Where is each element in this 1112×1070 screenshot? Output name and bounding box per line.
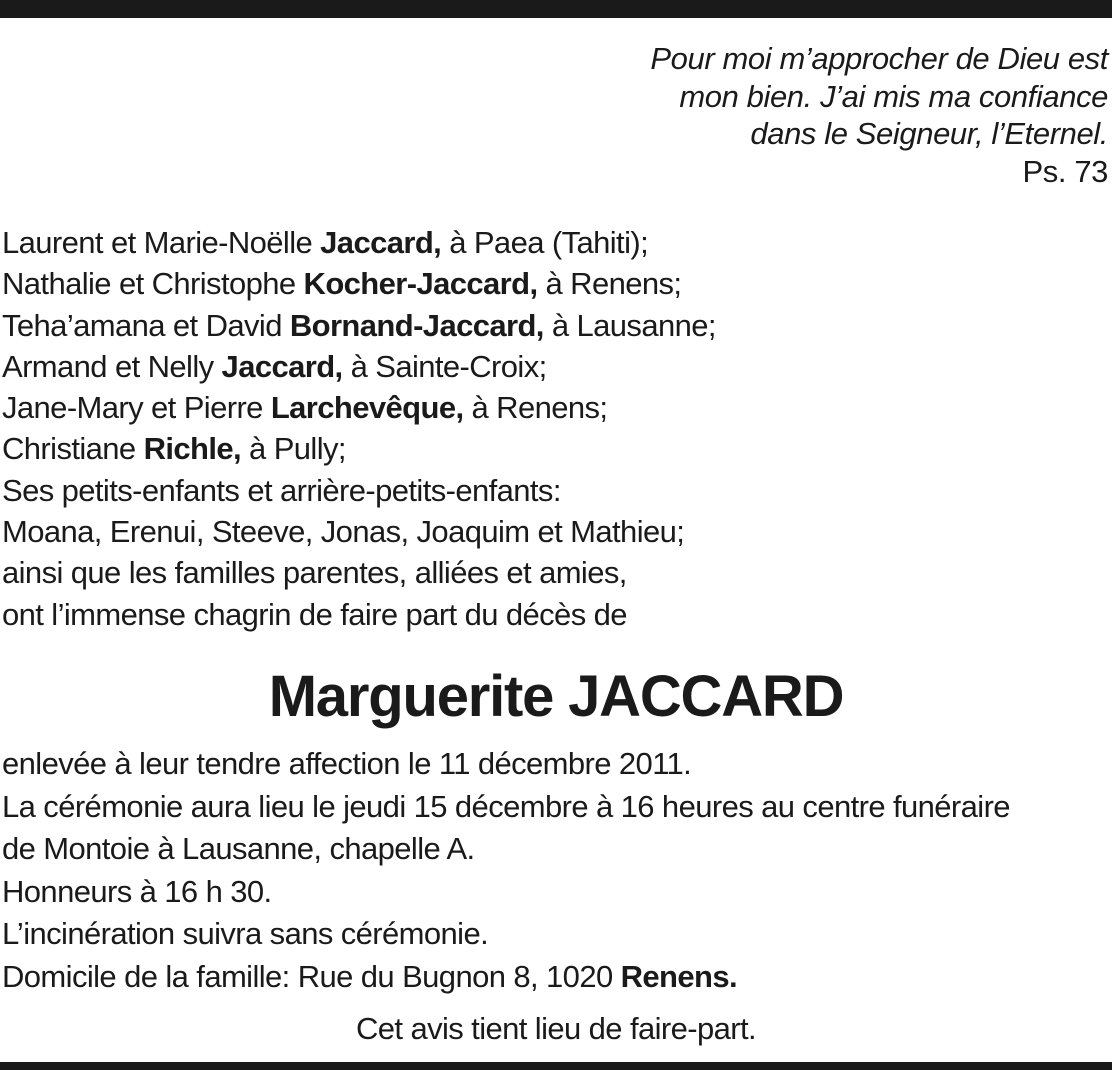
family-location: à Paea (Tahiti);	[441, 225, 649, 260]
family-surname: Kocher-Jaccard,	[303, 266, 538, 302]
family-location: à Pully;	[241, 431, 346, 467]
family-line	[2, 305, 1107, 346]
details-line-1: enlevée à leur tendre affection le 11 décembre 2011.	[2, 746, 692, 781]
notice-text: Cet avis tient lieu de faire-part.	[355, 1011, 757, 1046]
family-location: à Renens;	[537, 266, 682, 302]
bible-verse	[408, 40, 1108, 190]
details-line-3: de Montoie à Lausanne, chapelle A.	[2, 831, 475, 866]
family-line-text: Ses petits-enfants et arrière-petits-enfants:	[2, 472, 561, 508]
top-rule	[0, 0, 1112, 18]
family-address: Domicile de la famille: Rue du Bugnon 8, 1020	[2, 958, 621, 994]
family-surname: Jaccard,	[320, 225, 442, 260]
family-line-text: ont l’immense chagrin de faire part du décès de	[2, 596, 627, 632]
family-location: à Renens;	[463, 390, 608, 426]
family-line	[2, 428, 1107, 469]
family-line	[2, 346, 1107, 387]
family-line-text: Christiane	[2, 431, 144, 467]
family-surname: Bornand-Jaccard,	[289, 307, 544, 343]
family-line	[2, 470, 1107, 511]
verse-reference: Ps. 73	[1022, 153, 1108, 189]
family-line	[2, 387, 1107, 428]
verse-line-1: Pour moi m’approcher de Dieu est	[650, 41, 1108, 76]
family-location: à Sainte-Croix;	[342, 348, 547, 384]
details-line-5: L’incinération suivra sans cérémonie.	[2, 916, 489, 951]
details-line-4: Honneurs à 16 h 30.	[2, 873, 272, 909]
verse-line-2: mon bien. J’ai mis ma confiance	[679, 78, 1108, 114]
family-line	[2, 263, 1107, 304]
family-line-text: Moana, Erenui, Steeve, Jonas, Joaquim et Mathieu;	[2, 514, 685, 550]
family-town: Renens.	[620, 958, 738, 994]
family-line	[2, 594, 1107, 635]
verse-line-3: dans le Seigneur, l’Eternel.	[750, 116, 1108, 151]
family-surname: Richle,	[143, 431, 242, 467]
family-location: à Lausanne;	[543, 307, 716, 343]
family-surname: Jaccard,	[221, 348, 343, 384]
family-line	[2, 552, 1107, 593]
family-line-text: Teha’amana et David	[2, 307, 290, 343]
family-line	[2, 511, 1107, 552]
family-line-text: Jane-Mary et Pierre	[2, 390, 271, 426]
family-line-text: Laurent et Marie-Noëlle	[2, 225, 321, 260]
family-line-text: Nathalie et Christophe	[2, 266, 304, 302]
family-surname: Larchevêque,	[270, 390, 464, 426]
details-line-2: La cérémonie aura lieu le jeudi 15 décembre à 16 heures au centre funéraire	[2, 788, 1010, 824]
family-list	[2, 222, 1107, 635]
details-line-6	[2, 956, 1110, 999]
family-line	[2, 222, 1107, 263]
funeral-details	[2, 743, 1110, 998]
deceased-name: Marguerite JACCARD	[268, 664, 844, 729]
family-line-text: ainsi que les familles parentes, alliées et amies,	[2, 555, 627, 591]
family-line-text: Armand et Nelly	[2, 348, 222, 384]
bottom-rule	[0, 1062, 1112, 1070]
